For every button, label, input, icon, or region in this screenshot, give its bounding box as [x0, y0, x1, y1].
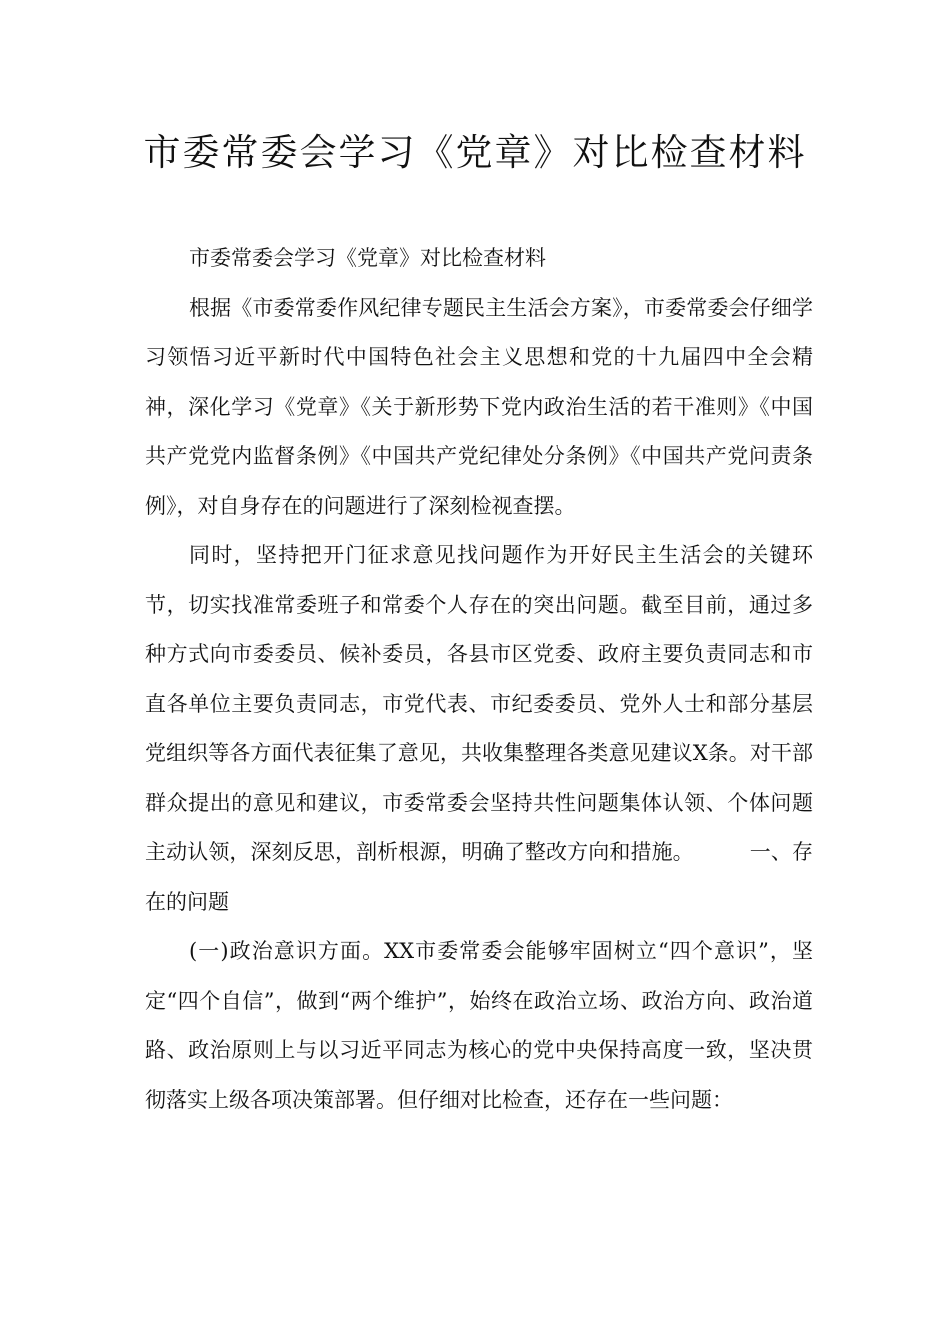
paragraph-political-awareness: (一)政治意识方面。XX市委常委会能够牢固树立“四个意识”，坚定“四个自信”，做到“两个维护”，始终在政治立场、政治方向、政治道路、政治原则上与以习近平同志为核心的党中央保持高度一致，坚决贯彻落实上级各项决策部署。但仔细对比检查，还存在一些问题：	[145, 939, 813, 1112]
document-subtitle: 市委常委会学习《党章》对比检查材料	[189, 246, 546, 270]
section-heading: 一、存在的问题	[145, 840, 814, 914]
paragraph-opinions	[145, 531, 813, 927]
paragraph-opinions-text: 同时，坚持把开门征求意见找问题作为开好民主生活会的关键环节，切实找准常委班子和常委个人存在的突出问题。截至目前，通过多种方式向市委委员、候补委员，各县市区党委、政府主要负责同志和市直各单位主要负责同志，市党代表、市纪委委员、党外人士和部分基层党组织等各方面代表征集了意见，共收集整理各类意见建议X条。对干部群众提出的意见和建议，市委常委会坚持共性问题集体认领、个体问题主动认领，深刻反思，剖析根源，明确了整改方向和措施。	[145, 543, 813, 864]
paragraph-intro: 根据《市委常委作风纪律专题民主生活会方案》，市委常委会仔细学习领悟习近平新时代中国特色社会主义思想和党的十九届四中全会精神，深化学习《党章》《关于新形势下党内政治生活的若干准则》《中国共产党党内监督条例》《中国共产党纪律处分条例》《中国共产党问责条例》，对自身存在的问题进行了深刻检视查摆。	[145, 295, 813, 518]
document-title: 市委常委会学习《党章》对比检查材料	[143, 131, 807, 174]
document-body	[145, 234, 813, 1125]
